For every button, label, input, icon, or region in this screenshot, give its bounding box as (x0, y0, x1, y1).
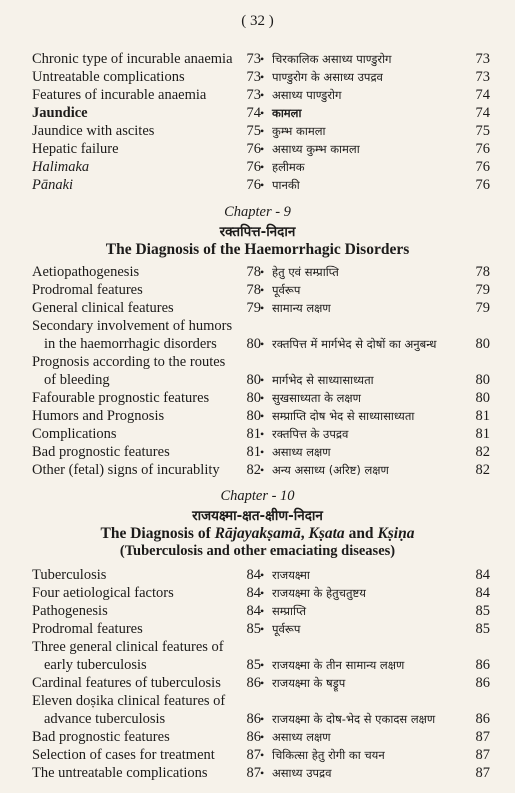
bullet: • (260, 712, 265, 726)
entry-english: The untreatable complications (32, 765, 208, 781)
chapter-9-label: Chapter - 9 (224, 204, 291, 220)
entry-english: Bad prognostic features (32, 729, 170, 745)
entry-english: Fafourable prognostic features (32, 390, 210, 406)
entry-hindi: राजयक्ष्मा के हेतुचतुष्टय (272, 586, 366, 600)
entry-english: Humors and Prognosis (32, 408, 165, 424)
bullet: • (260, 124, 265, 138)
entry-page-right: 82 (475, 444, 490, 460)
entry-page-left: 76 (246, 177, 261, 193)
entry-hindi: सम्प्राप्ति दोष भेद से साध्यासाध्यता (272, 409, 415, 423)
entry-page-left: 80 (246, 372, 261, 388)
entry-page-left: 73 (246, 69, 261, 85)
bullet: • (260, 70, 265, 84)
entry-hindi: पाण्डुरोग के असाध्य उपद्रव (272, 70, 383, 84)
entry-hindi: रक्तपित्त में मार्गभेद से दोषों का अनुबन्ध (272, 337, 437, 351)
bullet: • (260, 52, 265, 66)
entry-page-right: 86 (475, 657, 490, 673)
entry-page-left: 80 (246, 390, 261, 406)
title-term-ksata: Kṣata (308, 525, 345, 542)
toc-entry (0, 68, 515, 86)
title-term-ksina: Kṣiṇa (377, 525, 415, 542)
entry-hindi: असाध्य लक्षण (272, 445, 331, 459)
entry-english: in the haemorrhagic disorders (44, 336, 217, 352)
bullet: • (260, 445, 265, 459)
entry-english: Three general clinical features of (32, 639, 224, 655)
toc-entry (0, 176, 515, 194)
entry-page-right: 84 (475, 585, 490, 601)
entry-hindi: अन्य असाध्य (अरिष्ट) लक्षण (272, 463, 389, 477)
entry-page-right: 76 (475, 141, 490, 157)
entry-english: Pathogenesis (32, 603, 108, 619)
toc-entry (0, 407, 515, 425)
chapter-10-label: Chapter - 10 (220, 488, 295, 504)
entry-hindi: राजयक्ष्मा के दोष-भेद से एकादस लक्षण (272, 712, 436, 726)
entry-page-right: 75 (475, 123, 490, 139)
entry-page-right: 85 (475, 621, 490, 637)
toc-entry (0, 389, 515, 407)
entry-page-left: 76 (246, 159, 261, 175)
entry-page-left: 87 (246, 765, 261, 781)
entry-hindi: कुम्भ कामला (272, 124, 326, 138)
entry-english: Prodromal features (32, 621, 143, 637)
bullet: • (260, 337, 265, 351)
bullet: • (260, 748, 265, 762)
entry-hindi: राजयक्ष्मा के तीन सामान्य लक्षण (272, 658, 405, 672)
entry-page-right: 87 (475, 729, 490, 745)
entry-page-right: 81 (475, 426, 490, 442)
entry-page-right: 81 (475, 408, 490, 424)
bullet: • (260, 391, 265, 405)
entry-page-right: 80 (475, 390, 490, 406)
entry-english: Prognosis according to the routes (32, 354, 226, 370)
entry-page-left: 79 (246, 300, 261, 316)
entry-english: Jaundice with ascites (32, 123, 155, 139)
toc-entry (0, 104, 515, 122)
entry-page-left: 86 (246, 675, 261, 691)
page-number: ( 32 ) (241, 13, 274, 29)
toc-entry (0, 281, 515, 299)
entry-hindi: सम्प्राप्ति (272, 604, 307, 618)
entry-hindi: हलीमक (272, 160, 305, 174)
bullet: • (260, 178, 265, 192)
toc-entry (0, 746, 515, 764)
entry-page-left: 84 (246, 567, 261, 583)
bullet: • (260, 142, 265, 156)
title-separator: and (344, 525, 378, 542)
entry-hindi: सुखसाध्यता के लक्षण (272, 391, 361, 405)
entry-page-right: 80 (475, 336, 490, 352)
entry-page-left: 84 (246, 603, 261, 619)
entry-page-left: 87 (246, 747, 261, 763)
bullet: • (260, 766, 265, 780)
toc-entry (0, 728, 515, 746)
bullet: • (260, 283, 265, 297)
entry-page-right: 79 (475, 282, 490, 298)
bullet: • (260, 106, 265, 120)
entry-page-left: 78 (246, 264, 261, 280)
bullet: • (260, 427, 265, 441)
entry-english: Prodromal features (32, 282, 143, 298)
toc-entry (0, 86, 515, 104)
title-term-rajayaksama: Rājayakṣamā (214, 525, 301, 542)
toc-entry (0, 566, 515, 584)
toc-entry (0, 620, 515, 638)
entry-english: Aetiopathogenesis (32, 264, 140, 280)
entry-hindi: असाध्य उपद्रव (272, 766, 332, 780)
entry-page-right: 73 (475, 69, 490, 85)
toc-entry-line1 (0, 353, 515, 371)
entry-page-right: 82 (475, 462, 490, 478)
entry-page-left: 85 (246, 621, 261, 637)
toc-entry (0, 584, 515, 602)
bullet: • (260, 676, 265, 690)
toc-entry (0, 443, 515, 461)
toc-entry (0, 50, 515, 68)
entry-english: Chronic type of incurable anaemia (32, 51, 233, 67)
toc-entry (0, 122, 515, 140)
entry-page-right: 86 (475, 711, 490, 727)
entry-hindi: कामला (272, 106, 302, 120)
toc-entry (0, 674, 515, 692)
entry-page-right: 78 (475, 264, 490, 280)
entry-page-left: 73 (246, 87, 261, 103)
entry-page-right: 84 (475, 567, 490, 583)
toc-entry-line1 (0, 317, 515, 335)
entry-page-right: 76 (475, 177, 490, 193)
entry-english: Eleven doṣika clinical features of (32, 693, 226, 709)
entry-english: Tuberculosis (32, 567, 107, 583)
entry-page-left: 86 (246, 729, 261, 745)
toc-entry (0, 425, 515, 443)
entry-hindi: पूर्वरूप (272, 283, 301, 297)
chapter-9-hindi-title: रक्तपित्त-निदान (219, 224, 296, 240)
bullet: • (260, 658, 265, 672)
entry-english: Cardinal features of tuberculosis (32, 675, 221, 691)
entry-page-left: 80 (246, 336, 261, 352)
bullet: • (260, 301, 265, 315)
toc-entry-line1 (0, 692, 515, 710)
bullet: • (260, 463, 265, 477)
entry-page-right: 74 (475, 87, 490, 103)
chapter-10-subtitle: (Tuberculosis and other emaciating diseases) (119, 543, 396, 559)
toc-entry (0, 335, 515, 353)
bullet: • (260, 373, 265, 387)
bullet: • (260, 568, 265, 582)
entry-english: early tuberculosis (44, 657, 147, 673)
entry-english: Four aetiological factors (32, 585, 174, 601)
entry-page-left: 75 (246, 123, 261, 139)
entry-english: Jaundice (32, 105, 88, 121)
entry-hindi: पूर्वरूप (272, 622, 301, 636)
entry-page-left: 76 (246, 141, 261, 157)
entry-page-right: 87 (475, 747, 490, 763)
entry-hindi: राजयक्ष्मा (272, 568, 310, 582)
chapter-9-title: The Diagnosis of the Haemorrhagic Disorders (105, 241, 410, 258)
entry-page-left: 73 (246, 51, 261, 67)
entry-hindi: असाध्य पाण्डुरोग (272, 88, 342, 102)
entry-page-left: 78 (246, 282, 261, 298)
entry-page-left: 81 (246, 444, 261, 460)
toc-entry (0, 299, 515, 317)
chapter-10-hindi-title: राजयक्ष्मा-क्षत-क्षीण-निदान (192, 508, 323, 524)
toc-entry (0, 764, 515, 782)
entry-page-left: 86 (246, 711, 261, 727)
toc-entry (0, 158, 515, 176)
toc-entry (0, 140, 515, 158)
toc-entry (0, 656, 515, 674)
entry-page-left: 80 (246, 408, 261, 424)
entry-page-right: 79 (475, 300, 490, 316)
bullet: • (260, 604, 265, 618)
toc-entry (0, 371, 515, 389)
entry-english: Other (fetal) signs of incurablity (32, 462, 220, 478)
entry-page-left: 82 (246, 462, 261, 478)
entry-page-left: 84 (246, 585, 261, 601)
entry-english: Hepatic failure (32, 141, 119, 157)
bullet: • (260, 622, 265, 636)
title-prefix: The Diagnosis of (100, 525, 215, 542)
entry-page-left: 81 (246, 426, 261, 442)
entry-english: Untreatable complications (32, 69, 185, 85)
entry-hindi: हेतु एवं सम्प्राप्ति (272, 265, 339, 279)
bullet: • (260, 265, 265, 279)
entry-page-left: 85 (246, 657, 261, 673)
toc-entry (0, 461, 515, 479)
bullet: • (260, 409, 265, 423)
entry-page-right: 76 (475, 159, 490, 175)
entry-english: Selection of cases for treatment (32, 747, 215, 763)
toc-entry (0, 710, 515, 728)
toc-entry-line1 (0, 638, 515, 656)
entry-hindi: सामान्य लक्षण (272, 301, 331, 315)
entry-english: Halimaka (32, 159, 90, 175)
entry-hindi: असाध्य लक्षण (272, 730, 331, 744)
bullet: • (260, 730, 265, 744)
entry-english: Features of incurable anaemia (32, 87, 207, 103)
chapter-10-title (0, 525, 515, 543)
bullet: • (260, 586, 265, 600)
entry-hindi: मार्गभेद से साध्यासाध्यता (272, 373, 374, 387)
entry-english: of bleeding (44, 372, 110, 388)
entry-page-right: 80 (475, 372, 490, 388)
entry-page-right: 87 (475, 765, 490, 781)
bullet: • (260, 160, 265, 174)
entry-english: advance tuberculosis (44, 711, 166, 727)
title-separator: , (300, 525, 309, 542)
entry-english: Bad prognostic features (32, 444, 170, 460)
entry-page-right: 85 (475, 603, 490, 619)
entry-english: Complications (32, 426, 117, 442)
entry-hindi: पानकी (272, 178, 300, 192)
entry-hindi: असाध्य कुम्भ कामला (272, 142, 360, 156)
entry-page-right: 73 (475, 51, 490, 67)
toc-entry (0, 263, 515, 281)
entry-hindi: राजयक्ष्मा के षड्रूप (272, 676, 346, 690)
entry-page-left: 74 (246, 105, 261, 121)
bullet: • (260, 88, 265, 102)
toc-entry (0, 602, 515, 620)
entry-hindi: रक्तपित्त के उपद्रव (272, 427, 349, 441)
entry-hindi: चिरकालिक असाध्य पाण्डुरोग (272, 52, 392, 66)
entry-english: Pānaki (32, 177, 74, 193)
entry-english: General clinical features (32, 300, 174, 316)
entry-page-right: 86 (475, 675, 490, 691)
entry-page-right: 74 (475, 105, 490, 121)
entry-english: Secondary involvement of humors (32, 318, 233, 334)
entry-hindi: चिकित्सा हेतु रोगी का चयन (272, 748, 385, 762)
